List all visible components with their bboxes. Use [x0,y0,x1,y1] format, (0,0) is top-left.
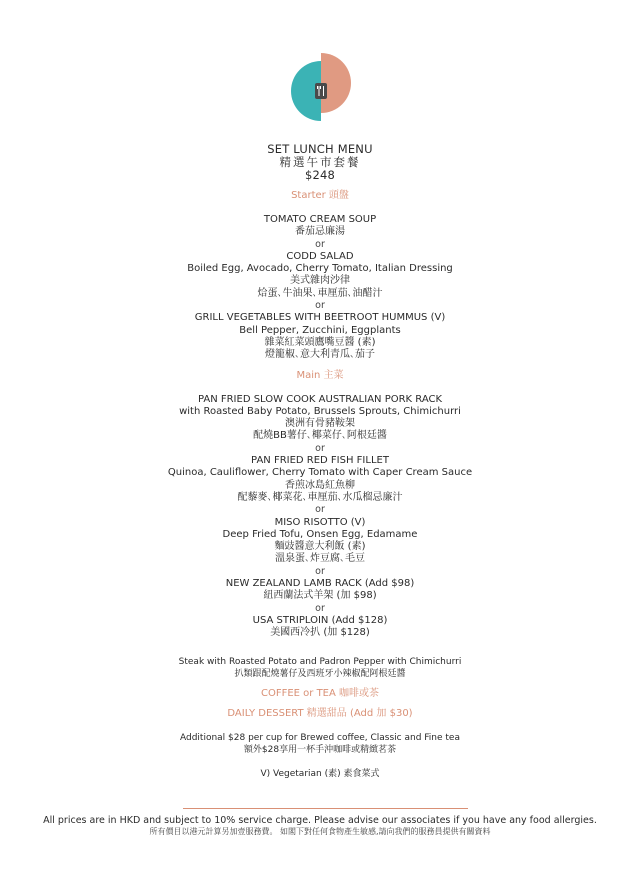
dessert-note-zh: 額外$28享用一杯手沖咖啡或精緻茗茶 [243,744,397,755]
or-separator: or [315,300,325,312]
coffee-heading: COFFEE or TEA 咖啡或茶 [260,687,380,699]
starter-item-1-zh: 番茄忌廉湯 [295,226,345,238]
main-item-1-desc: with Roasted Baby Potato, Brussels Sprouts, Chimichurri [179,405,461,417]
main-item-2-zh: 香煎冰島紅魚柳 [285,479,355,491]
or-separator: or [315,238,325,250]
or-separator: or [315,602,325,614]
main-item-2-name: PAN FRIED RED FISH FILLET [251,455,389,467]
main-item-4-name: NEW ZEALAND LAMB RACK (Add $98) [225,578,415,590]
main-item-3-zh-desc: 溫泉蛋､炸豆腐､毛豆 [275,553,365,565]
main-item-5-name: USA STRIPLOIN (Add $128) [252,614,388,626]
starter-item-2-zh: 美式雜肉沙律 [290,275,350,287]
main-item-2-zh-desc: 配藜麥､椰菜花､車厘茄､水瓜榴忌廉汁 [237,491,403,503]
main-item-1-zh-desc: 配燒BB薯仔､椰菜仔､阿根廷醬 [253,430,387,442]
or-separator: or [315,442,325,454]
dessert-note: Additional $28 per cup for Brewed coffee, Classic and Fine tea [180,732,460,743]
starter-item-2-desc: Boiled Egg, Avocado, Cherry Tomato, Italian Dressing [187,263,453,275]
logo-right-half [321,53,351,113]
main-item-2-desc: Quinoa, Cauliflower, Cherry Tomato with Caper Cream Sauce [167,467,473,479]
main-item-1-zh: 澳洲有骨豬鞍架 [285,418,355,430]
restaurant-logo [290,53,352,131]
steak-note-zh: 扒類跟配燒薯仔及西班牙小辣椒配阿根廷醬 [234,668,406,679]
starter-item-1-name: TOMATO CREAM SOUP [263,214,377,225]
footer-disclaimer: All prices are in HKD and subject to 10% service charge. Please advise our associates if you have any food allergies. [43,815,597,826]
main-item-3-name: MISO RISOTTO (V) [274,516,366,528]
starter-item-3-zh-desc: 燈籠椒､意大利青瓜､茄子 [265,349,375,361]
menu-price: $248 [304,168,336,182]
main-item-3-zh: 麵豉醬意大利飯 (素) [274,541,366,553]
main-item-4-zh: 紐西蘭法式羊架 (加 $98) [263,590,377,602]
footer [0,815,640,837]
main-heading: Main 主菜 [296,369,344,381]
starter-item-3-zh: 雜菜紅菜頭鷹嘴豆醬 (素) [264,336,376,348]
menu-content [0,143,640,780]
vegetarian-legend: V) Vegetarian (素) 素食菜式 [260,768,380,779]
dessert-heading: DAILY DESSERT 精選甜品 (Add 加 $30) [227,707,413,719]
starter-item-3-desc: Bell Pepper, Zucchini, Eggplants [239,324,401,336]
main-item-3-desc: Deep Fried Tofu, Onsen Egg, Edamame [222,528,418,540]
footer-disclaimer-zh: 所有價目以港元計算另加壹服務費。 如閣下對任何食物產生敏感,請向我們的服務員提供有關資料 [149,827,491,836]
logo-badge [315,83,327,99]
or-separator: or [315,504,325,516]
menu-title-zh: 精選午市套餐 [279,155,361,169]
main-item-5-zh: 美國西冷扒 (加 $128) [270,627,370,639]
steak-note: Steak with Roasted Potato and Padron Pepper with Chimichurri [178,656,462,667]
or-separator: or [315,565,325,577]
starter-heading: Starter 頭盤 [291,190,349,201]
main-item-1-name: PAN FRIED SLOW COOK AUSTRALIAN PORK RACK [197,393,443,405]
starter-item-2-name: CODD SALAD [286,250,354,262]
footer-divider [183,808,468,809]
menu-title: SET LUNCH MENU [267,142,373,156]
starter-item-2-zh-desc: 烚蛋､牛油果､車厘茄､油醋汁 [257,287,383,299]
starter-item-3-name: GRILL VEGETABLES WITH BEETROOT HUMMUS (V) [194,312,446,324]
